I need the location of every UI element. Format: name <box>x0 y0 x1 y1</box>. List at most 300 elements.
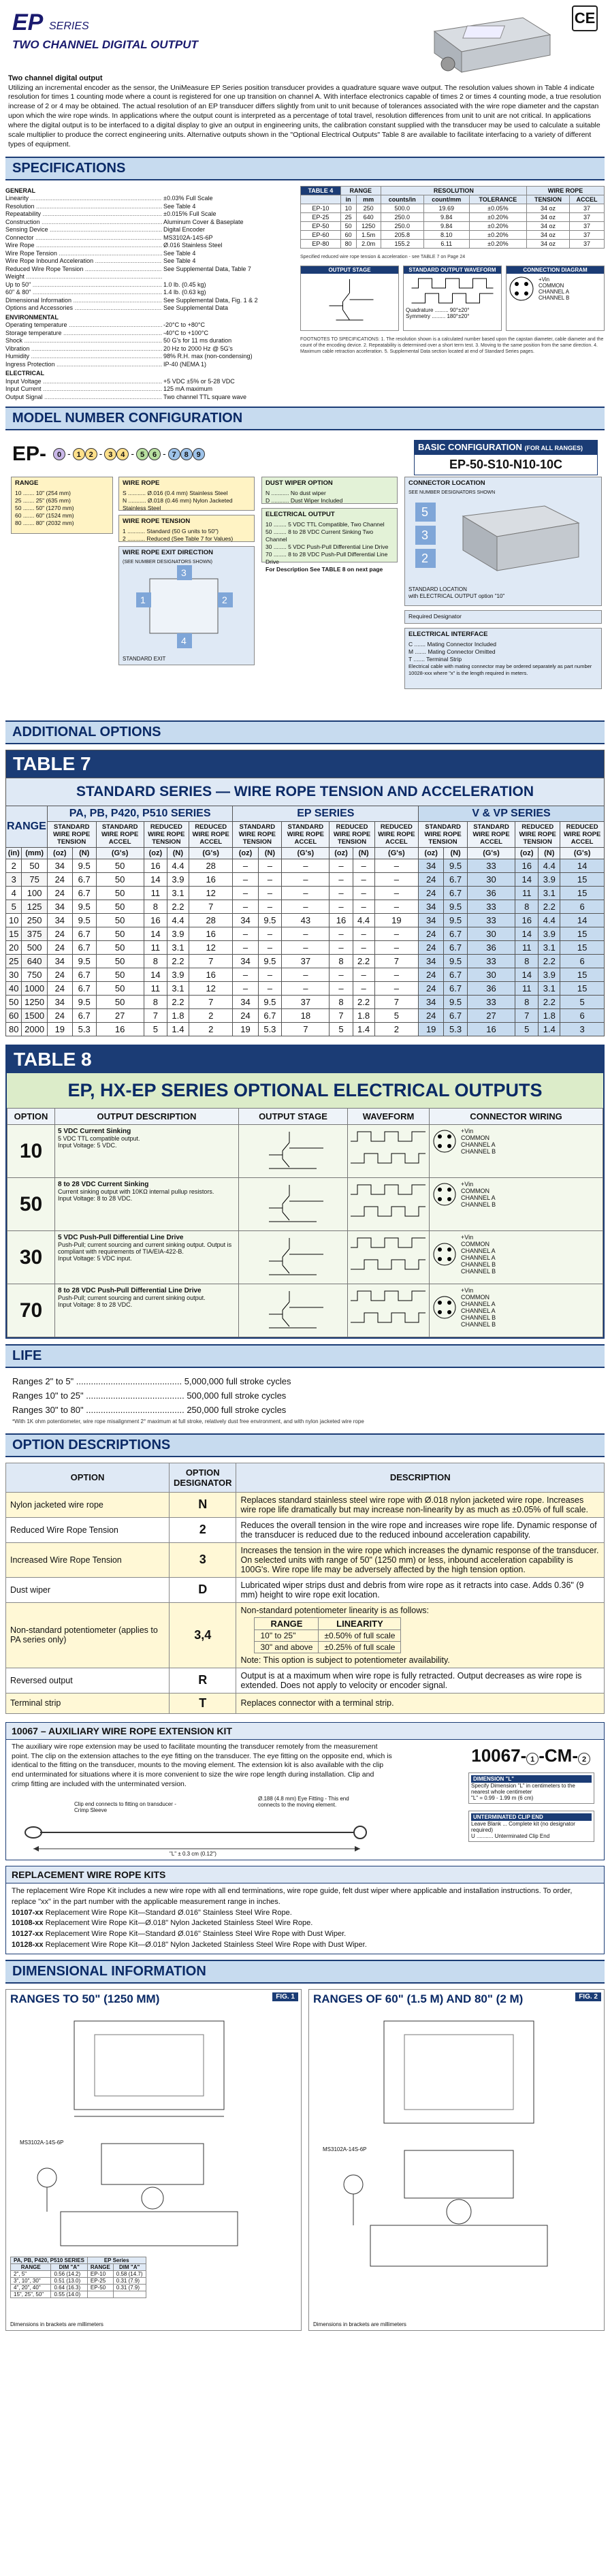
table-cell: 15 <box>560 968 605 982</box>
spec-value: Aluminum Cover & Baseplate <box>163 218 244 225</box>
table-cell: 11 <box>144 887 167 900</box>
table-cell: 5 <box>560 996 605 1009</box>
option-line: 60 ....... 60" (1524 mm) <box>15 511 74 519</box>
spec-row <box>5 394 295 402</box>
table-cell: 1250 <box>22 996 47 1009</box>
table-4 <box>300 186 605 249</box>
option-description-text: Replaces standard stainless steel wire rope with Ø.018 nylon jacketed wire rope. Increases wire rope life dramatically but may increase non-linearity by as much as ±0.05% of full scale. <box>240 1495 589 1514</box>
table-cell: 50 <box>22 859 47 873</box>
life-line: Ranges 10" to 25" ........................................ 500,000 full stroke cycles <box>12 1390 287 1401</box>
table-cell: 1.4 <box>353 1023 374 1036</box>
life-note: *With 1K ohm potentiometer, wire rope misalignment 2° maximum at full stroke, relatively dust free environment, and with nylon jacketed wire rope <box>12 1418 364 1425</box>
table-cell: – <box>258 968 282 982</box>
dim-cell <box>87 2291 113 2298</box>
table-cell: 37 <box>570 212 605 221</box>
output-stage-box <box>300 266 399 331</box>
table-cell: 30 <box>467 927 515 941</box>
table-cell: EP-60 <box>301 230 341 239</box>
table-cell: 24 <box>47 941 72 955</box>
table-7-unit: (G's) <box>374 848 419 859</box>
table-row <box>11 2278 146 2285</box>
table-cell: 80 <box>6 1023 22 1036</box>
option-description-text: Replaces connector with a terminal strip. <box>240 1698 394 1708</box>
table-4-subheader: count/mm <box>423 195 469 204</box>
table-cell: 34 <box>47 859 72 873</box>
spec-row <box>5 304 295 313</box>
table-7-subheader: REDUCED WIRE ROPE TENSION <box>144 822 189 848</box>
table-cell: 155.2 <box>381 239 423 248</box>
option-description <box>236 1542 605 1577</box>
output-stage <box>239 1125 348 1178</box>
table-7-subheader: REDUCED WIRE ROPE TENSION <box>515 822 560 848</box>
option-designator: 2 <box>170 1517 236 1542</box>
spec-row <box>5 321 295 330</box>
replacement-kits-list <box>12 1908 598 1952</box>
table-cell: 3.9 <box>167 927 189 941</box>
linearity-table <box>254 1617 401 1653</box>
table-cell: 125 <box>22 900 47 914</box>
connection-pins <box>539 276 570 301</box>
table-cell: 14 <box>144 873 167 887</box>
table-cell: 7 <box>189 955 233 968</box>
elec-items <box>266 521 394 566</box>
kit-row <box>12 1940 598 1951</box>
table-row <box>6 1577 605 1602</box>
option-line: 70 ........ 8 to 28 VDC Push-Pull Differential Line Drive <box>266 550 388 566</box>
table-cell: – <box>374 982 419 996</box>
table-cell: 6.7 <box>72 982 96 996</box>
spec-key: Reduced Wire Rope Tension ..... <box>5 266 162 274</box>
table-cell: 6.7 <box>444 941 468 955</box>
table-7-subheader: STANDARD WIRE ROPE ACCEL <box>96 822 144 848</box>
dim-cell: 0.51 (13.0) <box>51 2278 87 2285</box>
table-cell: 24 <box>233 1009 258 1023</box>
table-cell: ±0.20% <box>469 230 526 239</box>
model-position: 8 <box>180 448 193 460</box>
table-row <box>6 873 605 887</box>
spec-key: Up to 50" ..... <box>5 281 162 289</box>
table-cell: 33 <box>467 859 515 873</box>
table-cell: 24 <box>419 927 444 941</box>
table-cell: 6.7 <box>444 968 468 982</box>
option-description <box>236 1517 605 1542</box>
aux-eye-label: Ø.188 (4.8 mm) Eye Fitting - This end connects to the moving element. <box>258 1795 349 1808</box>
dust-wiper-title: DUST WIPER OPTION <box>266 479 333 488</box>
fig-2-connector: MS3102A-14S-6P <box>323 2146 367 2153</box>
option-code: 30 <box>7 1231 55 1284</box>
aux-dim-body: Specify Dimension "L" in centimeters to the nearest whole centimeter <box>471 1782 575 1795</box>
replacement-kits-title: REPLACEMENT WIRE ROPE KITS <box>6 1866 604 1883</box>
table-cell: EP-10 <box>301 204 341 212</box>
spec-key: Vibration ..... <box>5 345 162 353</box>
table-7-group: PA, PB, P420, P510 SERIES <box>47 806 233 822</box>
table-cell: – <box>353 968 374 982</box>
table-cell: 8 <box>330 955 353 968</box>
table-row <box>6 1023 605 1036</box>
table-cell: 9.84 <box>423 221 469 230</box>
table-cell: 6 <box>560 955 605 968</box>
table-cell: 30 <box>6 968 22 982</box>
table-7-unit: (N) <box>444 848 468 859</box>
table-cell: 7 <box>189 900 233 914</box>
table-cell: 9.5 <box>258 955 282 968</box>
table-cell: 60 <box>340 230 356 239</box>
aux-kit-body: The auxiliary wire rope extension may be used to facilitate mounting the transducer remotely from the measurement point. The clip on the extension attaches to the eye fitting on the transducer. The eye fitting on the opposite end, which is identical to the fitting on the transducer, mounts to the moving element. The extension kit is also available with the clip end unterminated for situations where it is more convenient to size the wire rope length during installation. Clip and crimp fitting are included with the unterminated version. <box>12 1742 392 1789</box>
table-cell: 6.7 <box>444 1009 468 1023</box>
table-7-unit: (oz) <box>515 848 539 859</box>
table-cell: 205.8 <box>381 230 423 239</box>
spec-key: Resolution ..... <box>5 203 162 211</box>
table-cell: 34 oz <box>527 221 570 230</box>
table-cell: 50 <box>96 914 144 927</box>
spec-row <box>5 281 295 289</box>
table-7-unit: (N) <box>72 848 96 859</box>
pin-label: CHANNEL B <box>461 1268 496 1275</box>
table-cell: 15 <box>560 941 605 955</box>
table-cell: 9.5 <box>444 996 468 1009</box>
fig-2 <box>308 1989 605 2331</box>
table-cell: 1.4 <box>539 1023 560 1036</box>
aux-dim-title: DIMENSION "L" <box>471 1775 592 1783</box>
option-description <box>236 1693 605 1713</box>
table-cell: 24 <box>419 887 444 900</box>
table-row <box>11 2291 146 2298</box>
table-cell: 500 <box>22 941 47 955</box>
table-cell: 6.7 <box>72 1009 96 1023</box>
spec-key: Storage temperature ..... <box>5 330 162 338</box>
table-cell: 7 <box>330 1009 353 1023</box>
table-4-subheader: TOLERANCE <box>469 195 526 204</box>
table-cell: 24 <box>47 982 72 996</box>
spec-row <box>5 203 295 211</box>
table-4-subheader: TENSION <box>527 195 570 204</box>
pin-label: CHANNEL A <box>461 1141 496 1149</box>
spec-value: 20 Hz to 2000 Hz @ 5G's <box>163 345 233 352</box>
table-cell: – <box>258 941 282 955</box>
connector-pinout-icon <box>432 1182 457 1207</box>
table-cell: 5 <box>515 1023 539 1036</box>
output-line: Input Voltage: 8 to 28 VDC. <box>58 1301 133 1309</box>
table-cell: 34 <box>233 914 258 927</box>
table-cell: 3.9 <box>539 873 560 887</box>
basic-config-value: EP-50-S10-N10-10C <box>414 454 598 475</box>
table-cell: 15 <box>560 982 605 996</box>
table-7-group: V & VP SERIES <box>419 806 605 822</box>
connector-pinout-icon <box>432 1295 457 1320</box>
table-cell: 640 <box>22 955 47 968</box>
option-line: S ........... Ø.016 (0.4 mm) Stainless Steel <box>123 489 228 496</box>
table-cell: – <box>282 941 330 955</box>
table-cell: 14 <box>560 914 605 927</box>
table-cell: 11 <box>515 941 539 955</box>
table-7-subheader: REDUCED WIRE ROPE ACCEL <box>374 822 419 848</box>
spec-value: -20°C to +80°C <box>163 321 205 329</box>
table-cell: EP-25 <box>301 212 341 221</box>
table-cell: 9.5 <box>444 900 468 914</box>
table-cell: – <box>330 968 353 982</box>
required-designator-label: Required Designator <box>408 613 462 620</box>
table-cell: – <box>330 887 353 900</box>
table-7-unit: (oz) <box>47 848 72 859</box>
electrical-output-title: ELECTRICAL OUTPUT <box>266 511 335 519</box>
fig-1-table <box>10 2257 146 2298</box>
spec-value: 98% R.H. max (non-condensing) <box>163 353 253 360</box>
svg-text:3: 3 <box>421 528 429 542</box>
dim-cell: 0.31 (7.9) <box>113 2278 146 2285</box>
waveform <box>348 1284 430 1337</box>
option-name: Nylon jacketed wire rope <box>6 1492 170 1517</box>
table-cell: 16 <box>144 859 167 873</box>
table-cell: 5.3 <box>444 1023 468 1036</box>
connector-wiring <box>430 1125 603 1178</box>
table-cell: 16 <box>189 927 233 941</box>
option-description <box>236 1602 605 1668</box>
table-cell: – <box>374 900 419 914</box>
table-cell: – <box>353 941 374 955</box>
model-position: 4 <box>116 448 129 460</box>
series-label: SERIES <box>49 20 89 32</box>
spec-row <box>5 210 295 219</box>
table-cell: 50 <box>96 887 144 900</box>
spec-key: Humidity ..... <box>5 353 162 361</box>
table-cell: – <box>330 941 353 955</box>
table-cell: 12 <box>189 982 233 996</box>
aux-l-label: "L" ± 0.3 cm (0.12") <box>170 1850 216 1857</box>
dim-cell: 0.56 (14.2) <box>51 2271 87 2278</box>
table-cell: 37 <box>570 221 605 230</box>
table-cell: 6.7 <box>444 873 468 887</box>
table-4-note: Specified reduced wire rope tension & acceleration - see TABLE 7 on Page 24 <box>300 254 466 259</box>
output-line: 5 VDC TTL compatible output. <box>58 1135 140 1143</box>
table-cell: – <box>282 900 330 914</box>
table-cell: 6.7 <box>444 927 468 941</box>
table-cell: 37 <box>570 204 605 212</box>
table-cell: – <box>374 859 419 873</box>
output-stage-title: OUTPUT STAGE <box>301 266 398 274</box>
table-row <box>7 1284 603 1337</box>
table-7-unit: (G's) <box>282 848 330 859</box>
spec-group-title: GENERAL <box>5 187 36 194</box>
option-line: 50 ....... 50" (1270 mm) <box>15 504 74 511</box>
table-cell: 34 <box>233 996 258 1009</box>
table-cell: 50 <box>96 859 144 873</box>
table-row <box>6 996 605 1009</box>
pin-label: CHANNEL A <box>461 1307 496 1315</box>
dim-cell: 15", 25", 50" <box>11 2291 51 2298</box>
table-cell: 1.4 <box>167 1023 189 1036</box>
required-designator <box>404 610 602 624</box>
table-7-unit: (N) <box>167 848 189 859</box>
table-row <box>6 955 605 968</box>
table-cell: – <box>374 887 419 900</box>
table-cell: 34 <box>47 914 72 927</box>
fig-2-drawing-icon <box>323 2014 581 2300</box>
table-cell: – <box>374 873 419 887</box>
options-header: OPTION <box>6 1463 170 1492</box>
table-cell: 2.2 <box>167 900 189 914</box>
kit-description: Replacement Wire Rope Kit—Ø.018" Nylon Jacketed Stainless Steel Wire Rope with Dust Wiper. <box>45 1941 367 1950</box>
table-cell: 3.9 <box>167 873 189 887</box>
table-row <box>301 230 605 239</box>
pin-label: CHANNEL B <box>461 1261 496 1269</box>
kit-description: Replacement Wire Rope Kit—Ø.018" Nylon Jacketed Stainless Steel Wire Rope. <box>45 1919 313 1928</box>
dims-section <box>5 1989 605 2331</box>
table-cell: 4 <box>6 887 22 900</box>
spec-value: MS3102A-14S-6P <box>163 234 213 241</box>
table-cell: 16 <box>515 914 539 927</box>
kit-part-number: 10128-xx <box>12 1941 44 1950</box>
quadrature-spec: Quadrature ......... 90°±20° <box>406 306 470 313</box>
spec-value: 1.4 lb. (0.63 kg) <box>163 289 206 296</box>
table-cell: 9.5 <box>444 859 468 873</box>
exit-direction-title: WIRE ROPE EXIT DIRECTION <box>123 549 214 557</box>
spec-value: See Supplemental Data, Table 7 <box>163 265 251 272</box>
table-cell: 2.2 <box>353 955 374 968</box>
table-cell: 50 <box>96 996 144 1009</box>
pin-list <box>461 1287 496 1328</box>
pin-label: CHANNEL B <box>461 1148 496 1156</box>
table-cell: 34 oz <box>527 212 570 221</box>
connection-box <box>506 266 605 331</box>
tension-items <box>123 528 251 543</box>
transducer-photo-icon <box>421 4 557 79</box>
electrical-interface-title: ELECTRICAL INTERFACE <box>408 631 488 639</box>
table-cell: 3.9 <box>539 927 560 941</box>
table-7-unit: (oz) <box>233 848 258 859</box>
kit-row <box>12 1929 598 1940</box>
table-cell: 30 <box>467 968 515 982</box>
table-cell: 16 <box>515 859 539 873</box>
table-7-unit: (G's) <box>96 848 144 859</box>
table-cell: 6.7 <box>72 927 96 941</box>
table-cell: 33 <box>467 914 515 927</box>
table-cell: 8 <box>144 996 167 1009</box>
table-cell: 24 <box>47 887 72 900</box>
table-cell: 15 <box>560 873 605 887</box>
table-cell: 8 <box>330 996 353 1009</box>
option-line: M ....... Mating Connector Omitted <box>408 648 496 655</box>
pin-label: +Vin <box>461 1181 474 1188</box>
table-cell: 9.84 <box>423 212 469 221</box>
dims-title: DIMENSIONAL INFORMATION <box>5 1960 605 1984</box>
spec-row <box>5 385 295 394</box>
pin-label: COMMON <box>539 282 564 289</box>
connector-location-diagram-icon <box>408 496 592 584</box>
table-cell: 1.8 <box>167 1009 189 1023</box>
table-cell: 6.7 <box>258 1009 282 1023</box>
table-cell: 36 <box>467 982 515 996</box>
pin-label: +Vin <box>461 1287 474 1294</box>
model-position: 1 <box>73 448 85 460</box>
spec-key: Output Signal ..... <box>5 394 162 402</box>
table-cell: 36 <box>467 887 515 900</box>
table-cell: – <box>282 982 330 996</box>
table-cell: 7 <box>282 1023 330 1036</box>
table-cell: 12 <box>189 887 233 900</box>
table-8-subtitle: EP, HX-EP SERIES OPTIONAL ELECTRICAL OUTPUTS <box>7 1073 603 1108</box>
exit-direction-box <box>118 546 255 665</box>
aux-unterm-body: Leave Blank ... Complete kit (no designator required) <box>471 1820 575 1833</box>
option-description <box>236 1668 605 1693</box>
output-line: Input Voltage: 5 VDC input. <box>58 1255 132 1262</box>
dim-head: DIM "A" <box>51 2264 87 2271</box>
table-cell: 16 <box>330 914 353 927</box>
spec-row <box>5 250 295 258</box>
table-8-header: OUTPUT STAGE <box>239 1109 348 1125</box>
table-4-subheader: in <box>340 195 356 204</box>
linearity-cell: ±0.25% of full scale <box>319 1641 401 1653</box>
table-cell: – <box>258 900 282 914</box>
linearity-header: RANGE <box>255 1617 319 1629</box>
output-title: 8 to 28 VDC Current Sinking <box>58 1181 149 1189</box>
table-cell: 24 <box>47 968 72 982</box>
dim-cell: 0.64 (16.3) <box>51 2285 87 2291</box>
table-cell: 30 <box>467 873 515 887</box>
output-description <box>55 1231 239 1284</box>
table-cell: 9.5 <box>444 914 468 927</box>
table-cell: – <box>353 900 374 914</box>
table-cell: – <box>282 887 330 900</box>
table-row <box>6 982 605 996</box>
table-cell: 3.1 <box>167 887 189 900</box>
table-cell: 8 <box>144 955 167 968</box>
table-cell: 640 <box>356 212 381 221</box>
table-cell: 4.4 <box>539 859 560 873</box>
table-cell: 6.7 <box>444 887 468 900</box>
spec-key: Shock ..... <box>5 337 162 345</box>
option-line: N ........... Ø.018 (0.46 mm) Nylon Jacketed Stainless Steel <box>123 496 233 511</box>
table-4-header: RESOLUTION <box>381 186 526 195</box>
output-description <box>55 1125 239 1178</box>
table-cell: 34 <box>419 996 444 1009</box>
spec-right <box>300 186 605 402</box>
exit-direction-diagram-icon <box>123 565 245 654</box>
basic-config <box>414 440 598 475</box>
connector-location-with: with ELECTRICAL OUTPUT option "10" <box>408 593 505 600</box>
dust-wiper-box <box>261 477 398 504</box>
model-position: 9 <box>193 448 205 460</box>
table-cell: – <box>330 873 353 887</box>
spec-key: Operating temperature ..... <box>5 321 162 330</box>
table-cell: – <box>282 968 330 982</box>
table-row <box>301 204 605 212</box>
table-7-unit: (N) <box>258 848 282 859</box>
table-cell: – <box>258 859 282 873</box>
table-7-subheader: REDUCED WIRE ROPE ACCEL <box>560 822 605 848</box>
output-description <box>55 1284 239 1337</box>
table-cell: – <box>233 887 258 900</box>
spec-key: Input Current ..... <box>5 385 162 394</box>
table-cell: 6.11 <box>423 239 469 248</box>
aux-clip-label: Clip end connects to fitting on transducer - Crimp Sleeve <box>74 1800 176 1813</box>
table-cell: 7 <box>374 996 419 1009</box>
table-cell: 6.7 <box>72 887 96 900</box>
table-cell: 50 <box>96 941 144 955</box>
output-stage-schematic-icon <box>242 1234 344 1279</box>
spec-key: Wire Rope Tension ..... <box>5 250 162 258</box>
table-cell: 3.1 <box>167 982 189 996</box>
spec-row <box>5 219 295 227</box>
table-cell: 5 <box>144 1023 167 1036</box>
table-cell: 5.3 <box>258 1023 282 1036</box>
dim-cell: EP-50 <box>87 2285 113 2291</box>
table-cell: EP-80 <box>301 239 341 248</box>
spec-value: Ø.016 Stainless Steel <box>163 242 223 249</box>
dim-cell: 0.31 (7.9) <box>113 2285 146 2291</box>
kit-part-number: 10127-xx <box>12 1930 44 1939</box>
connector-location-note: SEE NUMBER DESIGNATORS SHOWN <box>408 490 496 495</box>
table-4-subheader: ACCEL <box>570 195 605 204</box>
